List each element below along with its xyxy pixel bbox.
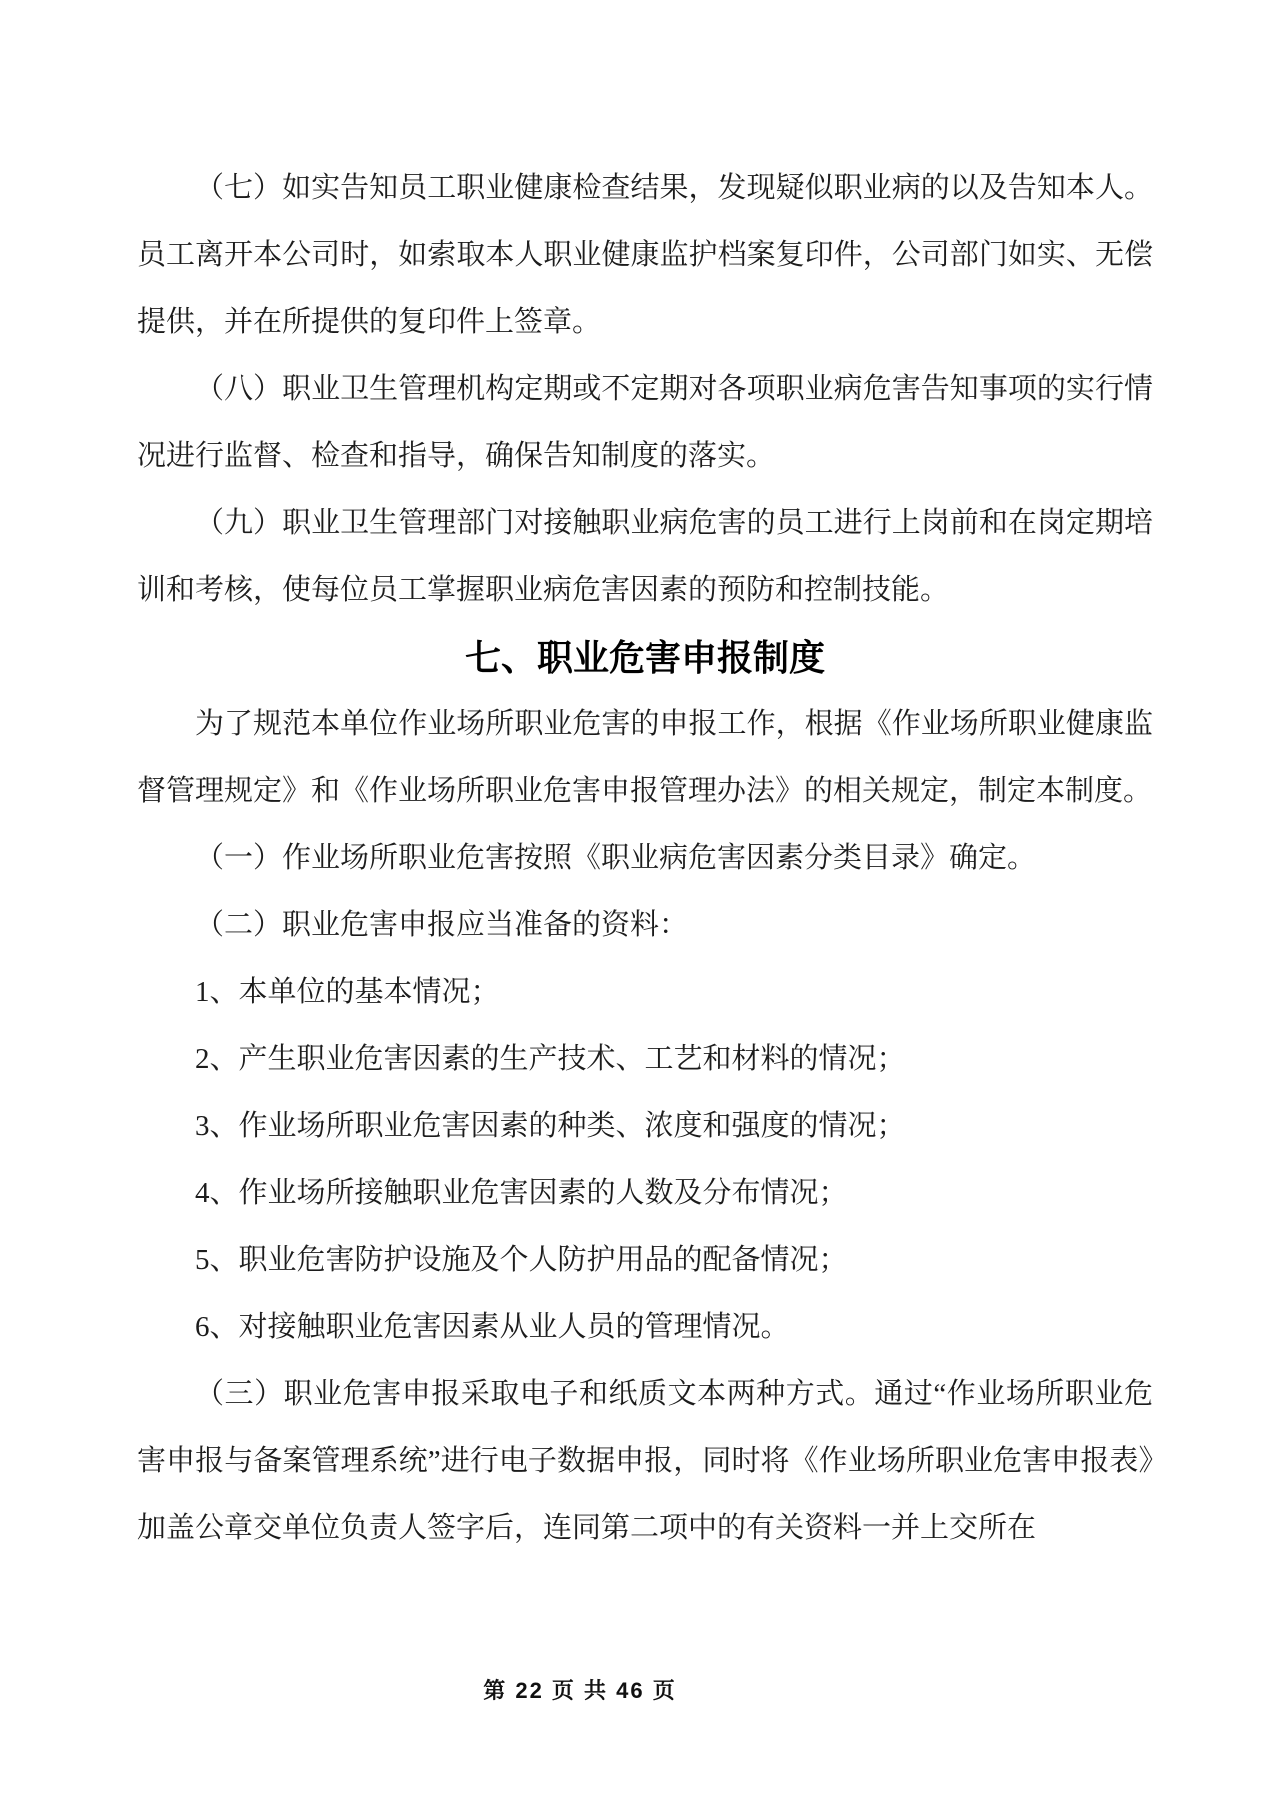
document-body bbox=[137, 155, 1153, 1562]
paragraph: （三）职业危害申报采取电子和纸质文本两种方式。通过“作业场所职业危害申报与备案管理系统”进行电子数据申报，同时将《作业场所职业危害申报表》加盖公章交单位负责人签字后，连同第二项中的有关资料一并上交所在 bbox=[137, 1378, 1153, 1544]
paragraph: 4、作业场所接触职业危害因素的人数及分布情况； bbox=[195, 1177, 848, 1209]
paragraph: 为了规范本单位作业场所职业危害的申报工作，根据《作业场所职业健康监督管理规定》和《作业场所职业危害申报管理办法》的相关规定，制定本制度。 bbox=[137, 708, 1153, 807]
paragraph: 6、对接触职业危害因素从业人员的管理情况。 bbox=[195, 1311, 790, 1343]
paragraph: 5、职业危害防护设施及个人防护用品的配备情况； bbox=[195, 1244, 848, 1276]
section-heading: 七、职业危害申报制度 bbox=[464, 637, 825, 678]
page-number-label: 第 22 页 共 46 页 bbox=[483, 1678, 677, 1703]
paragraph: （七）如实告知员工职业健康检查结果，发现疑似职业病的以及告知本人。员工离开本公司时，如索取本人职业健康监护档案复印件，公司部门如实、无偿提供，并在所提供的复印件上签章。 bbox=[137, 172, 1153, 338]
paragraph: （二）职业危害申报应当准备的资料： bbox=[195, 909, 689, 941]
paragraph: （一）作业场所职业危害按照《职业病危害因素分类目录》确定。 bbox=[195, 842, 1037, 874]
paragraph: 3、作业场所职业危害因素的种类、浓度和强度的情况； bbox=[195, 1110, 906, 1142]
page-footer bbox=[72, 1674, 1088, 1705]
paragraph: 2、产生职业危害因素的生产技术、工艺和材料的情况； bbox=[195, 1043, 906, 1075]
paragraph: 1、本单位的基本情况； bbox=[195, 976, 500, 1008]
paragraph: （九）职业卫生管理部门对接触职业病危害的员工进行上岗前和在岗定期培训和考核，使每位员工掌握职业病危害因素的预防和控制技能。 bbox=[137, 507, 1153, 606]
paragraph: （八）职业卫生管理机构定期或不定期对各项职业病危害告知事项的实行情况进行监督、检查和指导，确保告知制度的落实。 bbox=[137, 373, 1153, 472]
